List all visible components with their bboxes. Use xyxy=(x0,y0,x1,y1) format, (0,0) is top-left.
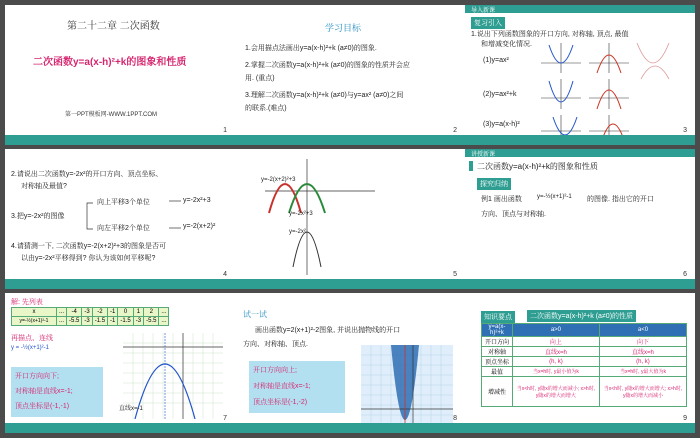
logo-text: 第一PPT模板网-WWW.1PPT.COM xyxy=(65,112,157,118)
slide-number: 3 xyxy=(683,127,687,134)
answer-line: 开口方向向下; xyxy=(15,373,59,380)
table-cell: -5.5 xyxy=(144,317,159,326)
text-line: 2.请说出二次函数y=-2x²的开口方向、顶点坐标、 xyxy=(11,171,163,178)
table-cell: x xyxy=(12,308,57,317)
table-cell: 当x=h时, y最大值为k xyxy=(599,367,686,377)
text-line: 3.把y=-2x²的图像 xyxy=(11,213,65,220)
example-label: 例1 画出函数 xyxy=(481,196,522,203)
curve-label: y=-2(x+2)²+3 xyxy=(261,177,296,183)
answer-line: 对称轴是直线x=-1; xyxy=(15,388,73,395)
answer-line: 开口方向向上; xyxy=(253,367,297,374)
answer-line: 顶点坐标是(-1,-2) xyxy=(253,399,308,406)
table-cell: ... xyxy=(57,317,67,326)
solution-label: 解: 先列表 xyxy=(11,299,43,306)
text-line: 1.会用描点法画出y=a(x-h)²+k (a≠0)的图象. xyxy=(245,45,377,52)
slide-footer-bar xyxy=(465,135,695,145)
slide-footer-bar xyxy=(5,135,235,145)
slide-thumbnail-5[interactable] xyxy=(235,149,465,289)
try-label: 试一试 xyxy=(243,310,267,319)
text-line: 2.掌握二次函数y=a(x-h)²+k (a≠0)的图象的性质并会应 xyxy=(245,62,410,69)
slide-number: 5 xyxy=(453,271,457,278)
table-cell: (h, k) xyxy=(599,357,686,367)
slide-thumbnail-6[interactable] xyxy=(465,149,695,289)
slide-number: 2 xyxy=(453,127,457,134)
table-cell: ... xyxy=(159,317,169,326)
table-cell: 最值 xyxy=(482,367,513,377)
slide-title: 二次函数y=a(x-h)²+k (a≠0)的性质 xyxy=(527,310,636,322)
table-cell: -4 xyxy=(67,308,82,317)
table-cell: a>0 xyxy=(512,324,599,337)
table-cell: -3 xyxy=(82,317,92,326)
table-cell: 对称轴 xyxy=(482,347,513,357)
table-cell: 顶点坐标 xyxy=(482,357,513,367)
sub-tag: 复习引入 xyxy=(471,17,505,29)
section-heading: 二次函数y=a(x-h)²+k的图象和性质 xyxy=(477,162,598,171)
table-row xyxy=(12,317,169,326)
text-line: 方向、对称轴、顶点. xyxy=(243,341,308,348)
slide-number: 9 xyxy=(683,415,687,422)
plot-function: y = -½(x+1)²-1 xyxy=(11,345,50,351)
slide-footer-bar xyxy=(5,423,235,433)
slide-number: 8 xyxy=(453,415,457,422)
shift-up-result: y=-2x²+3 xyxy=(183,197,211,204)
table-cell: 增减性 xyxy=(482,377,513,407)
slide-footer-bar xyxy=(235,135,465,145)
slide-number: 4 xyxy=(223,271,227,278)
curve-label: y=-2x² xyxy=(289,229,306,235)
table-cell: 向下 xyxy=(599,337,686,347)
section-tag: 讲授新课 xyxy=(471,152,496,158)
slide-thumbnail-1[interactable] xyxy=(5,5,235,145)
slide-thumbnail-3[interactable] xyxy=(465,5,695,145)
slide-number: 1 xyxy=(223,127,227,134)
text-line: 的联系.(难点) xyxy=(245,105,287,112)
shift-left-result: y=-2(x+2)² xyxy=(183,223,216,230)
item-1: (1)y=ax² xyxy=(483,57,509,64)
table-row xyxy=(482,367,687,377)
text-line: 4.请猜测一下, 二次函数y=-2(x+2)²+3的图象是否可 xyxy=(11,243,166,250)
table-cell: 当x=h时, y最小值为k xyxy=(512,367,599,377)
item-2: (2)y=ax²+k xyxy=(483,91,517,98)
example-text: 方向、顶点与对称轴. xyxy=(481,211,546,218)
table-cell: ... xyxy=(159,308,169,317)
question-text: 和增减变化情况. xyxy=(481,41,532,48)
text-line: 对称轴及最值? xyxy=(21,183,67,190)
slide-number: 7 xyxy=(223,415,227,422)
slide-title: 二次函数y=a(x-h)²+k的图象和性质 xyxy=(33,57,187,68)
slide-thumbnail-7[interactable] xyxy=(5,293,235,433)
table-cell: -2 xyxy=(92,308,107,317)
slide-thumbnail-8[interactable] xyxy=(235,293,465,433)
parabola-graphs xyxy=(541,43,691,143)
table-row xyxy=(482,324,687,337)
table-cell: 向上 xyxy=(512,337,599,347)
plot-instruction: 再描点、连线 xyxy=(11,335,53,342)
answer-line: 顶点坐标是(-1,-1) xyxy=(15,403,70,410)
question-text: 1.说出下列函数图象的开口方向, 对称轴, 顶点, 最值 xyxy=(471,31,629,38)
table-row xyxy=(482,337,687,347)
table-cell: 当x<h时, y随x的增大而减小; x>h时, y随x的增大而增大 xyxy=(512,377,599,407)
table-cell: y=a(x-h)²+k xyxy=(482,324,513,337)
table-row xyxy=(12,308,169,317)
table-row xyxy=(482,347,687,357)
text-line: 3.理解二次函数y=a(x-h)²+k (a≠0)与y=ax² (a≠0)之间 xyxy=(245,92,404,99)
slide-heading: 学习目标 xyxy=(325,23,362,33)
slide-thumbnail-9[interactable] xyxy=(465,293,695,433)
slide-thumbnail-4[interactable] xyxy=(5,149,235,289)
table-cell: 1 xyxy=(133,308,143,317)
parabola-plot xyxy=(255,157,385,277)
table-cell: 当x<h时, y随x的增大而增大; x>h时, y随x的增大而减小 xyxy=(599,377,686,407)
properties-table xyxy=(481,323,687,407)
parabola-grid-plot xyxy=(361,345,453,427)
shift-up-label: 向上平移3个单位 xyxy=(97,199,150,206)
slide-footer-bar xyxy=(465,423,695,433)
item-3: (3)y=a(x-h)² xyxy=(483,121,520,128)
table-cell: -1.5 xyxy=(92,317,107,326)
slide-footer-bar xyxy=(235,279,465,289)
table-cell: 直线x=h xyxy=(599,347,686,357)
value-table xyxy=(11,307,169,326)
text-line: 以由y=-2x²平移得到? 你认为该如何平移呢? xyxy=(21,255,156,262)
table-cell: -3 xyxy=(82,308,92,317)
slide-footer-bar xyxy=(235,423,465,433)
slide-footer-bar xyxy=(465,279,695,289)
slide-thumbnail-2[interactable] xyxy=(235,5,465,145)
example-text: 的图像. 指出它的开口 xyxy=(587,196,654,203)
example-function: y=-½(x+1)²-1 xyxy=(537,194,572,200)
shift-left-label: 向左平移2个单位 xyxy=(97,225,150,232)
header-strip xyxy=(465,149,695,157)
table-cell: ... xyxy=(57,308,67,317)
section-tag: 导入新课 xyxy=(471,8,496,14)
accent-bar xyxy=(469,161,473,171)
header-strip xyxy=(465,5,695,13)
table-cell: 0 xyxy=(118,308,133,317)
slide-footer-bar xyxy=(5,279,235,289)
slide-number: 6 xyxy=(683,271,687,278)
table-cell: 开口方向 xyxy=(482,337,513,347)
table-cell: -1 xyxy=(108,308,118,317)
table-row xyxy=(482,377,687,407)
table-cell: -3 xyxy=(133,317,143,326)
text-line: 用. (重点) xyxy=(245,75,275,82)
table-cell: 直线x=h xyxy=(512,347,599,357)
axis-label: 直线x=-1 xyxy=(119,406,143,412)
table-cell: -1 xyxy=(108,317,118,326)
sub-tag: 探究归纳 xyxy=(477,178,511,190)
text-line: 画出函数y=2(x+1)²-2图象, 并说出抛物线的开口 xyxy=(255,327,401,334)
table-cell: -1.5 xyxy=(118,317,133,326)
knowledge-tag: 知识要点 xyxy=(481,311,515,323)
chapter-title: 第二十二章 二次函数 xyxy=(67,21,160,32)
table-row xyxy=(482,357,687,367)
curve-label: y=-2x²+3 xyxy=(289,211,313,217)
table-cell: 2 xyxy=(144,308,159,317)
table-cell: (h, k) xyxy=(512,357,599,367)
table-cell: y=-½(x+1)²-1 xyxy=(12,317,57,326)
table-cell: a<0 xyxy=(599,324,686,337)
answer-line: 对称轴是直线x=-1; xyxy=(253,383,311,390)
table-cell: -5.5 xyxy=(67,317,82,326)
